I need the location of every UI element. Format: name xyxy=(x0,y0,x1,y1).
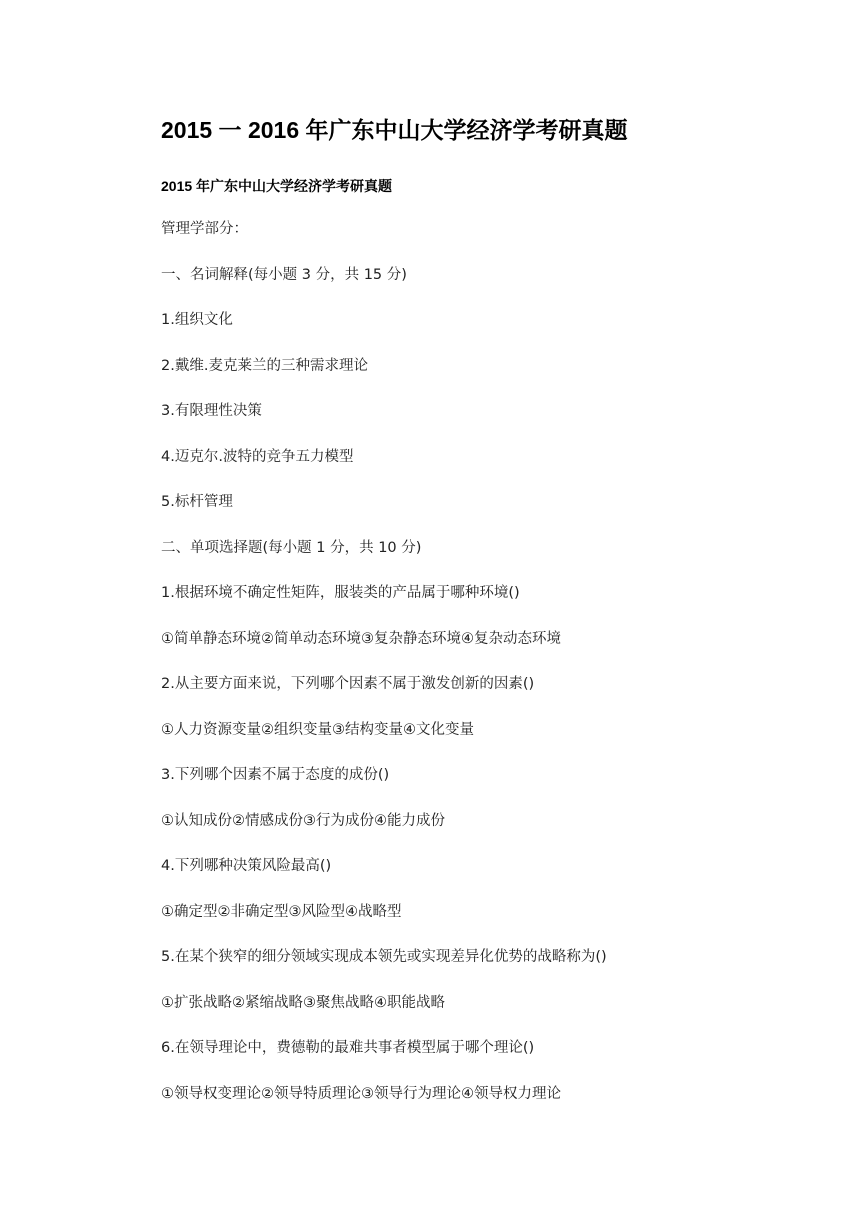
question-item: 3.下列哪个因素不属于态度的成份() xyxy=(161,767,390,783)
document-title: 2015 一 2016 年广东中山大学经济学考研真题 xyxy=(161,117,628,143)
question-item: 2.从主要方面来说，下列哪个因素不属于激发创新的因素() xyxy=(161,676,535,692)
section-label: 管理学部分： xyxy=(161,221,248,237)
question-item: 1.组织文化 xyxy=(161,312,233,328)
question-item: 4.下列哪种决策风险最高() xyxy=(161,858,332,874)
question-item: 6.在领导理论中，费德勒的最难共事者模型属于哪个理论() xyxy=(161,1040,535,1056)
question-item: 4.迈克尔.波特的竞争五力模型 xyxy=(161,448,354,465)
section-heading: 一、名词解释(每小题 3 分，共 15 分) xyxy=(161,266,407,283)
answer-options: ①简单静态环境②简单动态环境③复杂静态环境④复杂动态环境 xyxy=(161,630,561,647)
question-item: 5.标杆管理 xyxy=(161,494,233,510)
answer-options: ①领导权变理论②领导特质理论③领导行为理论④领导权力理论 xyxy=(161,1085,561,1102)
question-item: 1.根据环境不确定性矩阵，服装类的产品属于哪种环境() xyxy=(161,585,520,601)
question-item: 2.戴维.麦克莱兰的三种需求理论 xyxy=(161,357,368,374)
answer-options: ①扩张战略②紧缩战略③聚焦战略④职能战略 xyxy=(161,994,445,1011)
section-heading: 二、单项选择题(每小题 1 分，共 10 分) xyxy=(161,539,422,556)
document-subtitle: 2015 年广东中山大学经济学考研真题 xyxy=(161,178,393,194)
question-item: 3.有限理性决策 xyxy=(161,403,262,419)
question-item: 5.在某个狭窄的细分领域实现成本领先或实现差异化优势的战略称为() xyxy=(161,949,607,965)
answer-options: ①确定型②非确定型③风险型④战略型 xyxy=(161,903,402,920)
answer-options: ①人力资源变量②组织变量③结构变量④文化变量 xyxy=(161,721,474,738)
answer-options: ①认知成份②情感成份③行为成份④能力成份 xyxy=(161,812,445,829)
document-body xyxy=(161,217,821,1127)
